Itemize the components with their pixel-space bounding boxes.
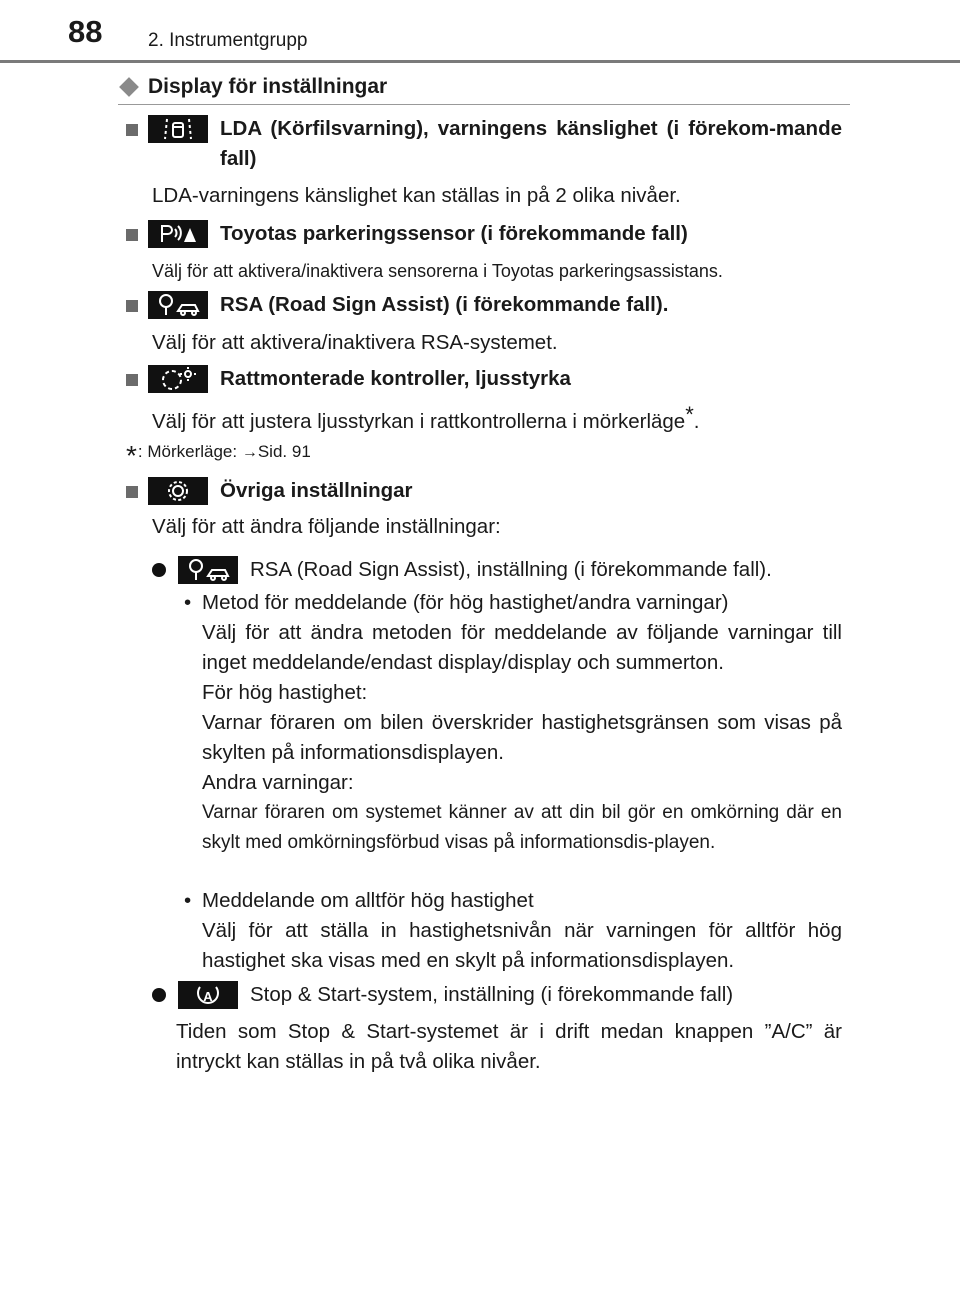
item-parking-text: Välj för att aktivera/inaktivera sensorerna i Toyotas parkeringsassistans.: [152, 261, 723, 281]
rsa-overspeed: [184, 886, 842, 976]
square-bullet-icon: [126, 229, 138, 241]
square-bullet-icon: [126, 124, 138, 136]
header-divider: [0, 60, 960, 63]
bullet-marker: •: [184, 591, 192, 614]
diamond-icon: [119, 77, 139, 97]
item-parking: [126, 219, 842, 249]
footnote-marker: *: [685, 402, 694, 427]
item-other-settings: [126, 476, 842, 506]
footnote-page-ref[interactable]: Sid. 91: [257, 442, 311, 461]
road-sign-assist-icon: [148, 291, 208, 319]
footnote-text: : Mörkerläge:: [137, 442, 242, 461]
item-steering-title: Rattmonterade kontroller, ljusstyrka: [220, 367, 571, 390]
item-other-title: Övriga inställningar: [220, 479, 413, 502]
rsa-method-line-2: Varnar föraren om bilen överskrider hastighetsgränsen som visas på skylten på informationsdisplayen.: [202, 711, 842, 764]
arrow-right-icon: →: [241, 444, 258, 461]
stop-start-title: Stop & Start-system, inställning (i förekommande fall): [250, 983, 734, 1006]
stop-start-icon: [178, 981, 238, 1009]
svg-text:A: A: [203, 989, 213, 1004]
item-rsa: [126, 290, 842, 320]
stop-start-setting: [152, 980, 844, 1010]
item-steering-text: Välj för att justera ljusstyrkan i rattkontrollerna i mörkerläge: [152, 410, 686, 433]
road-sign-assist-icon: [178, 556, 238, 584]
rsa-method-line-3: Andra varningar:: [202, 771, 354, 794]
item-lda-text: LDA-varningens känslighet kan ställas in på 2 olika nivåer.: [152, 184, 681, 207]
square-bullet-icon: [126, 374, 138, 386]
stop-start-text: Tiden som Stop & Start-systemet är i drift medan knappen ”A/C” är intryckt kan ställas in på två olika nivåer.: [176, 1020, 842, 1073]
round-bullet-icon: [152, 988, 166, 1002]
square-bullet-icon: [126, 486, 138, 498]
footnote: [126, 440, 311, 472]
section-title: [118, 75, 387, 99]
item-steering-brightness: [126, 364, 842, 394]
rsa-method-title: Metod för meddelande (för hög hastighet/andra varningar): [202, 591, 729, 614]
page-number: 88: [68, 14, 103, 49]
bullet-marker: •: [184, 889, 192, 912]
item-lda-title: LDA (Körfilsvarning), varningens känslighet (i förekom-mande fall): [220, 117, 842, 170]
section-title-text: Display för inställningar: [148, 75, 388, 98]
gear-icon: [148, 477, 208, 505]
lane-departure-alert-icon: [148, 115, 208, 143]
rsa-notification-method: [184, 588, 842, 858]
rsa-method-line-4: Varnar föraren om systemet känner av att din bil gör en omkörning där en skylt med omkörningsförbud visas på informationsdis-playen.: [202, 802, 842, 853]
item-rsa-title: RSA (Road Sign Assist) (i förekommande fall).: [220, 293, 669, 316]
parking-sensor-icon: [148, 220, 208, 248]
item-rsa-text: Välj för att aktivera/inaktivera RSA-systemet.: [152, 331, 558, 354]
rsa-setting: [152, 555, 844, 585]
rsa-method-line-0: Välj för att ändra metoden för meddelande av följande varningar till inget meddelande/endast display/display och summerton.: [202, 621, 842, 674]
square-bullet-icon: [126, 300, 138, 312]
rsa-overspeed-line-0: Välj för att ställa in hastighetsnivån när varningen för alltför hög hastighet ska visas med en skylt på informationsdisplayen.: [202, 919, 842, 972]
item-lda: [126, 114, 842, 174]
chapter-title: 2. Instrumentgrupp: [148, 30, 308, 51]
item-steering-text-row: [152, 400, 842, 437]
steering-brightness-icon: [148, 365, 208, 393]
rsa-setting-title: RSA (Road Sign Assist), inställning (i förekommande fall).: [250, 558, 772, 581]
item-steering-text-end: .: [693, 410, 700, 433]
item-other-text: Välj för att ändra följande inställningar:: [152, 515, 501, 538]
section-divider: [118, 104, 850, 105]
item-parking-title: Toyotas parkeringssensor (i förekommande fall): [220, 222, 688, 245]
rsa-method-line-1: För hög hastighet:: [202, 681, 368, 704]
round-bullet-icon: [152, 563, 166, 577]
footnote-star: *: [126, 440, 137, 471]
rsa-overspeed-title: Meddelande om alltför hög hastighet: [202, 889, 534, 912]
